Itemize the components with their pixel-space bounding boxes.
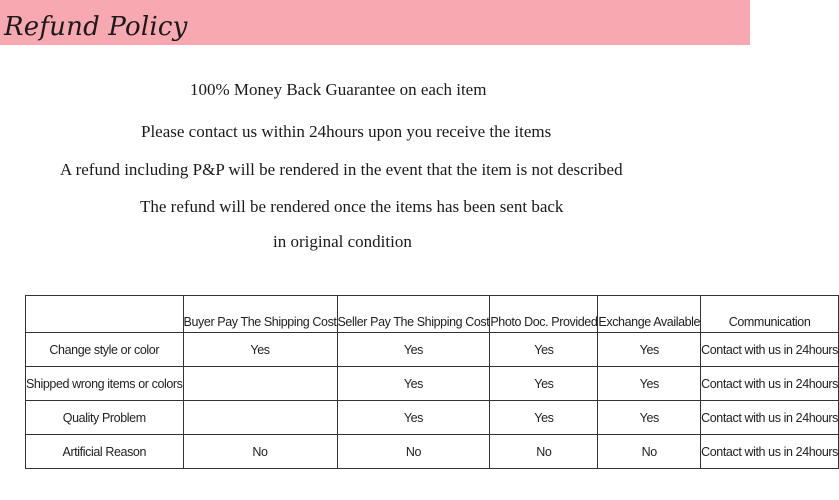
table-cell: No — [337, 435, 490, 469]
refund-condition-line: A refund including P&P will be rendered in the event that the item is not described — [60, 160, 623, 179]
table-cell: Quality Problem — [26, 401, 184, 435]
table-header-cell: Photo Doc. Provided — [490, 296, 598, 333]
table-cell: Yes — [598, 333, 701, 367]
table-cell — [183, 367, 337, 401]
table-header-cell: Exchange Available — [598, 296, 701, 333]
table-cell: No — [598, 435, 701, 469]
table-header-cell — [26, 296, 184, 333]
table-row — [26, 333, 839, 367]
table-cell: Contact with us in 24hours — [701, 401, 839, 435]
refund-policy-table — [25, 295, 839, 469]
table-cell: Yes — [490, 367, 598, 401]
table-cell: Yes — [490, 401, 598, 435]
guarantee-line: 100% Money Back Guarantee on each item — [190, 80, 487, 99]
table-cell: Shipped wrong items or colors — [26, 367, 184, 401]
table-cell: Contact with us in 24hours — [701, 435, 839, 469]
table-cell — [183, 401, 337, 435]
table-cell: Yes — [598, 367, 701, 401]
table-cell: Yes — [337, 333, 490, 367]
table-cell: Yes — [598, 401, 701, 435]
table-cell: Artificial Reason — [26, 435, 184, 469]
table-cell: No — [490, 435, 598, 469]
table-header-cell: Buyer Pay The Shipping Cost — [183, 296, 337, 333]
table-header-cell: Communication — [701, 296, 839, 333]
table-cell: Yes — [183, 333, 337, 367]
original-condition-line: in original condition — [273, 232, 412, 251]
table-cell: No — [183, 435, 337, 469]
page-title: Refund Policy — [4, 12, 188, 42]
table-row — [26, 435, 839, 469]
table-cell: Contact with us in 24hours — [701, 367, 839, 401]
refund-timing-line: The refund will be rendered once the items has been sent back — [140, 197, 564, 216]
table-header-row — [26, 296, 839, 333]
header-banner — [0, 0, 750, 45]
table-cell: Contact with us in 24hours — [701, 333, 839, 367]
table-cell: Change style or color — [26, 333, 184, 367]
table-row — [26, 367, 839, 401]
table-header-cell: Seller Pay The Shipping Cost — [337, 296, 490, 333]
table-row — [26, 401, 839, 435]
table-cell: Yes — [337, 401, 490, 435]
table-cell: Yes — [490, 333, 598, 367]
contact-line: Please contact us within 24hours upon you receive the items — [141, 122, 552, 141]
table-cell: Yes — [337, 367, 490, 401]
